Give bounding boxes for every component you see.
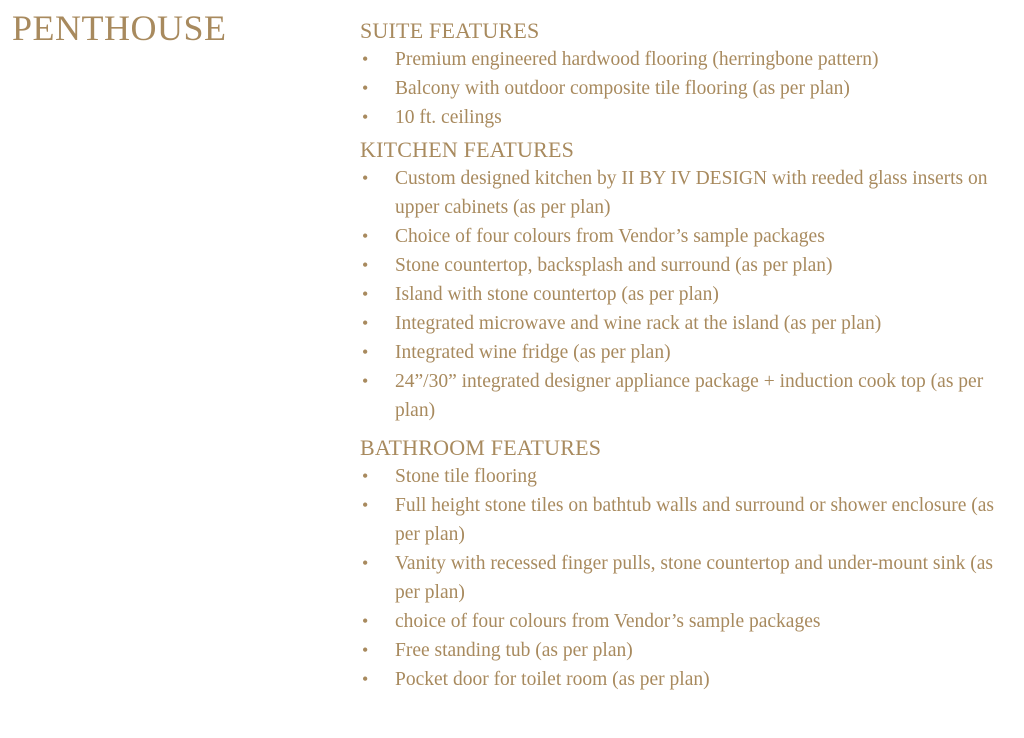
bullet-icon: • (362, 284, 369, 304)
list-item (360, 491, 1020, 549)
page-title: PENTHOUSE (12, 8, 227, 48)
bathroom-features-list (360, 462, 1020, 694)
bullet-icon: • (362, 342, 369, 362)
bullet-icon: • (362, 495, 369, 515)
suite-features-list (360, 45, 1020, 132)
list-item (360, 338, 1020, 367)
kitchen-features-list (360, 164, 1020, 425)
bullet-icon: • (362, 466, 369, 486)
list-item (360, 367, 1020, 425)
list-item-text: 24”/30” integrated designer appliance package + induction cook top (as per plan) (395, 371, 984, 421)
list-item (360, 251, 1020, 280)
list-item-text: Stone tile flooring (395, 466, 537, 487)
bullet-icon: • (362, 78, 369, 98)
list-item (360, 74, 1020, 103)
bullet-icon: • (362, 640, 369, 660)
kitchen-features-heading: KITCHEN FEATURES (360, 137, 575, 162)
list-item (360, 222, 1020, 251)
bathroom-features-heading: BATHROOM FEATURES (360, 435, 602, 460)
list-item (360, 280, 1020, 309)
list-item (360, 164, 1020, 222)
list-item-text: Integrated microwave and wine rack at the island (as per plan) (395, 313, 882, 334)
bullet-icon: • (362, 255, 369, 275)
list-item-text: Stone countertop, backsplash and surround (as per plan) (395, 255, 833, 276)
bullet-icon: • (362, 553, 369, 573)
list-item-text: Balcony with outdoor composite tile flooring (as per plan) (395, 78, 850, 99)
bathroom-features-section (360, 433, 1020, 694)
kitchen-features-section (360, 135, 1020, 425)
bullet-icon: • (362, 669, 369, 689)
bullet-icon: • (362, 107, 369, 127)
list-item (360, 636, 1020, 665)
list-item (360, 103, 1020, 132)
list-item (360, 607, 1020, 636)
list-item-text: Integrated wine fridge (as per plan) (395, 342, 671, 363)
list-item-text: 10 ft. ceilings (395, 107, 502, 128)
list-item-text: Choice of four colours from Vendor’s sample packages (395, 226, 825, 247)
list-item-text: Island with stone countertop (as per plan) (395, 284, 719, 305)
list-item-text: Custom designed kitchen by II BY IV DESIGN with reeded glass inserts on upper cabinets (as per plan) (395, 168, 988, 218)
list-item (360, 309, 1020, 338)
bullet-icon: • (362, 168, 369, 188)
list-item (360, 549, 1020, 607)
list-item-text: choice of four colours from Vendor’s sample packages (395, 611, 821, 632)
list-item-text: Full height stone tiles on bathtub walls and surround or shower enclosure (as per plan) (395, 495, 994, 545)
list-item (360, 45, 1020, 74)
list-item (360, 462, 1020, 491)
suite-features-section (360, 16, 1020, 132)
list-item-text: Pocket door for toilet room (as per plan) (395, 669, 710, 690)
bullet-icon: • (362, 371, 369, 391)
bullet-icon: • (362, 611, 369, 631)
list-item-text: Premium engineered hardwood flooring (herringbone pattern) (395, 49, 879, 70)
bullet-icon: • (362, 49, 369, 69)
bullet-icon: • (362, 226, 369, 246)
list-item-text: Free standing tub (as per plan) (395, 640, 633, 661)
suite-features-heading: SUITE FEATURES (360, 18, 540, 43)
list-item-text: Vanity with recessed finger pulls, stone countertop and under-mount sink (as per plan) (395, 553, 994, 603)
bullet-icon: • (362, 313, 369, 333)
features-content (360, 16, 1020, 694)
list-item (360, 665, 1020, 694)
